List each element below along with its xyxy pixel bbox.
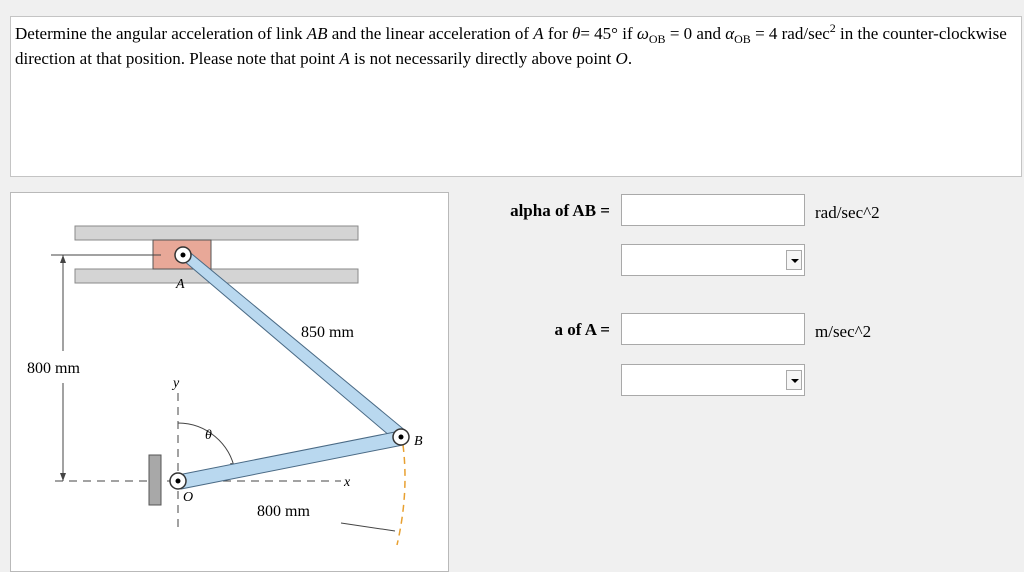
x-axis-label: x	[344, 475, 351, 490]
problem-text: for	[543, 24, 572, 43]
var-omega: ω	[636, 24, 649, 43]
pin-a-center	[181, 253, 186, 258]
problem-statement	[10, 16, 1022, 177]
a-of-a-unit: m/sec^2	[815, 322, 872, 341]
dim-arrow-top	[60, 255, 66, 263]
mechanism-diagram	[11, 193, 449, 572]
chevron-down-icon[interactable]	[786, 250, 802, 270]
dim-800-link-label: 800 mm	[257, 503, 310, 520]
problem-text: is not necessarily directly above point	[349, 49, 616, 68]
pin-o-center	[176, 479, 181, 484]
label-a: A	[176, 277, 185, 292]
ground-support	[149, 455, 161, 505]
dim-800-vertical-label: 800 mm	[27, 360, 80, 377]
problem-text: = 0 and	[665, 24, 726, 43]
alpha-ab-input[interactable]	[621, 194, 805, 226]
mechanism-figure	[10, 192, 449, 572]
b-path-arc	[397, 445, 405, 545]
problem-text: Determine the angular acceleration of link	[15, 24, 307, 43]
dim-arrow-bottom	[60, 473, 66, 481]
a-of-a-input[interactable]	[621, 313, 805, 345]
problem-text: = 45° if	[580, 24, 637, 43]
a-of-a-label: a of A =	[554, 320, 610, 339]
problem-text: .	[627, 49, 633, 68]
dim-850-label: 850 mm	[301, 324, 354, 341]
problem-text: in the counter-clockwise direction at that position. Please note that point	[15, 24, 1007, 68]
alpha-ab-label: alpha of AB =	[510, 201, 610, 220]
var-ab: AB	[306, 24, 328, 43]
pin-b-center	[399, 435, 404, 440]
var-a: A	[533, 24, 544, 43]
label-b: B	[414, 434, 423, 449]
alpha-ab-unit: rad/sec^2	[815, 203, 880, 222]
sub-ob: OB	[648, 32, 666, 46]
theta-label: θ	[205, 428, 212, 443]
y-axis-label: y	[173, 376, 180, 391]
var-a: A	[339, 49, 350, 68]
a-of-a-direction-select[interactable]	[621, 364, 805, 396]
var-alpha: α	[725, 24, 735, 43]
sup-2: 2	[829, 21, 836, 35]
sub-ob: OB	[734, 32, 751, 46]
label-o: O	[183, 490, 194, 505]
chevron-down-icon[interactable]	[786, 370, 802, 390]
var-o: O	[615, 49, 628, 68]
var-theta: θ	[571, 24, 581, 43]
alpha-ab-direction-select[interactable]	[621, 244, 805, 276]
problem-text: = 4 rad/sec	[750, 24, 830, 43]
upper-rail	[75, 226, 358, 240]
problem-text: and the linear acceleration of	[327, 24, 534, 43]
dim-800-link-leader	[341, 523, 395, 531]
